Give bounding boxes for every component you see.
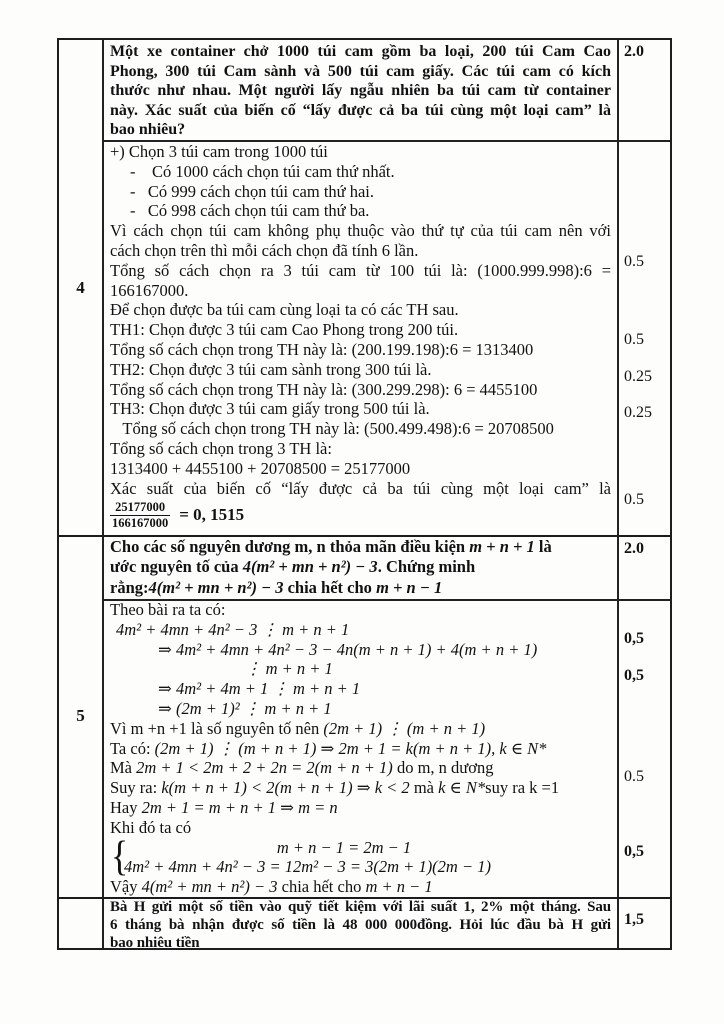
- score-value: 0.25: [624, 368, 652, 385]
- text-segment: Hay: [110, 797, 142, 817]
- solution-line: TH3: Chọn được 3 túi cam giấy trong 500 túi là.: [110, 399, 430, 419]
- score-value: 2.0: [624, 43, 644, 60]
- fraction-numerator: 25177000: [110, 500, 170, 516]
- statement-line: bao nhiêu?: [110, 121, 186, 139]
- math-segment: 2m + 1 < 2m + 2 + 2n = 2(m + n + 1): [136, 758, 393, 778]
- text-segment: chia hết cho: [277, 877, 366, 897]
- text-segment: Mà: [110, 758, 137, 778]
- score-value: 0,5: [624, 843, 644, 860]
- solution-line: cách chọn trên thì mỗi cách chọn đã tính 6 lần.: [110, 240, 419, 260]
- statement-line: này. Xác suất của biến cố “lấy được cả ba túi cùng một loại cam” là: [110, 101, 611, 119]
- statement-line: [110, 537, 611, 557]
- math-segment: 4(m² + mn + n²) − 3: [141, 877, 278, 897]
- math-segment: 4(m² + mn + n²) − 3: [242, 557, 378, 577]
- question-4-statement: [102, 40, 617, 140]
- solution-line: [110, 758, 611, 778]
- question-5-statement: [102, 535, 617, 599]
- math-segment: k ∈ N*: [438, 778, 486, 798]
- solution-line: Để chọn được ba túi cam cùng loại ta có các TH sau.: [110, 300, 459, 320]
- math-segment: m + n − 1: [376, 577, 443, 597]
- text-segment: ước nguyên tố của: [110, 557, 243, 577]
- text-segment: rằng:: [110, 577, 149, 597]
- solution-line: - Có 1000 cách chọn túi cam thứ nhất.: [130, 161, 395, 181]
- system-line: 4m² + 4mn + 4n² − 3 = 12m² − 3 = 3(2m + 1)(2m − 1): [124, 857, 491, 877]
- solution-line: Tổng số cách chọn trong TH này là: (300.299.298): 6 = 4455100: [110, 379, 538, 399]
- text-segment: Ta có:: [110, 738, 155, 758]
- question-4-solution: [102, 140, 617, 535]
- statement-line: Bà H gửi một số tiền vào quỹ tiết kiệm với lãi suất 1, 2% một tháng. Sau: [110, 899, 611, 915]
- text-segment: chia hết cho: [283, 577, 377, 597]
- system-line: m + n − 1 = 2m − 1: [276, 837, 412, 857]
- score-value: 0,5: [624, 630, 644, 647]
- solution-line: TH2: Chọn được 3 túi cam sành trong 300 túi là.: [110, 359, 432, 379]
- text-segment: . Chứng minh: [377, 557, 476, 577]
- score-value: 1,5: [624, 911, 644, 928]
- solution-line: - Có 999 cách chọn túi cam thứ hai.: [130, 181, 375, 201]
- solution-line: [110, 798, 611, 818]
- text-segment: do m, n dương: [392, 758, 494, 778]
- math-segment: m + n − 1: [365, 877, 433, 897]
- solution-line: Xác suất của biến cố “lấy được cả ba túi cùng một loại cam” là: [110, 478, 611, 498]
- solution-line: Tổng số cách chọn trong 3 TH là:: [110, 438, 332, 458]
- grading-table: [57, 38, 672, 950]
- q6-points-cell: [617, 897, 670, 948]
- fraction-denominator: 166167000: [112, 515, 169, 530]
- solution-line: Khi đó ta có: [110, 817, 192, 837]
- solution-line: 1313400 + 4455100 + 20708500 = 25177000: [110, 458, 411, 478]
- probability-result-line: [110, 498, 611, 532]
- solution-line: 166167000.: [110, 280, 189, 300]
- score-value: 0.25: [624, 404, 652, 421]
- statement-line: Một xe container chở 1000 túi cam gồm ba loại, 200 túi Cam Cao: [110, 43, 611, 60]
- solution-line: - Có 998 cách chọn túi cam thứ ba.: [130, 201, 370, 221]
- score-value: 0.5: [624, 331, 644, 348]
- text-segment: là: [534, 537, 552, 556]
- text-segment: Suy ra:: [110, 778, 162, 798]
- text-segment: Vậy: [110, 877, 142, 897]
- text-segment: Vì m +n +1 là số nguyên tố nên: [110, 718, 324, 738]
- score-value: 0,5: [624, 667, 644, 684]
- statement-line: [110, 557, 611, 577]
- solution-line: Theo bài ra ta có:: [110, 600, 226, 619]
- solution-line: ⋮ m + n + 1: [245, 659, 333, 679]
- system-lines: [124, 838, 564, 878]
- statement-line: [110, 578, 611, 598]
- solution-line: ⇒ 4m² + 4mn + 4n² − 3 − 4n(m + n + 1) + 4(m + n + 1): [158, 639, 538, 659]
- equation-system: [110, 834, 611, 881]
- solution-line: [110, 719, 611, 739]
- solution-line: [110, 778, 611, 798]
- math-segment: (2m + 1) ⋮ (m + n + 1) ⇒ 2m + 1 = k(m + n + 1), k ∈ N*: [154, 738, 547, 758]
- fraction: [110, 500, 170, 531]
- statement-line: bao nhiêu tiền: [110, 935, 200, 948]
- q4-solution-points-cell: [617, 140, 670, 535]
- solution-line: [110, 877, 611, 897]
- q4-statement-points-cell: [617, 40, 670, 140]
- math-segment: 2m + 1 = m + n + 1 ⇒ m = n: [141, 797, 338, 817]
- question-6-statement: [102, 897, 617, 948]
- solution-line: [110, 739, 611, 759]
- system-brace: {: [111, 834, 129, 881]
- solution-line: Vì cách chọn túi cam không phụ thuộc vào thứ tự của túi cam nên với: [110, 221, 611, 241]
- solution-line: Tổng số cách chọn trong TH này là: (200.199.198):6 = 1313400: [110, 339, 534, 359]
- question-5-solution: [102, 599, 617, 897]
- q5-solution-points-cell: [617, 599, 670, 897]
- score-value: 0.5: [624, 768, 644, 785]
- score-value: 0.5: [624, 491, 644, 508]
- text-segment: Cho các số nguyên dương m, n thỏa mãn điều kiện: [110, 537, 470, 556]
- score-value: 2.0: [624, 540, 644, 557]
- fraction-result: = 0, 1515: [179, 505, 245, 525]
- text-segment: suy ra k =1: [485, 778, 560, 798]
- question-6-number: [59, 897, 102, 948]
- statement-line: Phong, 300 túi Cam sành và 500 túi cam giấy. Các túi cam có kích: [110, 62, 611, 80]
- solution-line: Tổng số cách chọn trong TH này là: (500.499.498):6 = 20708500: [110, 419, 554, 439]
- solution-line: Tổng số cách chọn ra 3 túi cam từ 100 túi là: (1000.999.998):6 =: [110, 260, 611, 280]
- q5-statement-points-cell: [617, 535, 670, 599]
- statement-line: thước như nhau. Một người lấy ngẫu nhiên ba túi cam từ container: [110, 82, 611, 100]
- math-segment: k(m + n + 1) < 2(m + n + 1) ⇒ k < 2: [161, 778, 410, 798]
- math-segment: m + n + 1: [469, 537, 535, 556]
- solution-line: ⇒ (2m + 1)² ⋮ m + n + 1: [158, 698, 332, 718]
- solution-line: +) Chọn 3 túi cam trong 1000 túi: [110, 142, 328, 161]
- text-segment: mà: [409, 778, 439, 798]
- solution-line: ⇒ 4m² + 4m + 1 ⋮ m + n + 1: [158, 679, 361, 699]
- statement-line: 6 tháng bà nhận được số tiền là 48 000 000đồng. Hỏi lúc đầu bà H gửi: [110, 917, 611, 933]
- math-segment: 4(m² + mn + n²) − 3: [148, 577, 284, 597]
- question-4-number: 4: [76, 277, 85, 297]
- math-segment: (2m + 1) ⋮ (m + n + 1): [323, 718, 486, 738]
- score-value: 0.5: [624, 253, 644, 270]
- question-5-number: 5: [76, 706, 85, 725]
- solution-line: TH1: Chọn được 3 túi cam Cao Phong trong 200 túi.: [110, 320, 459, 340]
- solution-line: 4m² + 4mn + 4n² − 3 ⋮ m + n + 1: [116, 619, 350, 639]
